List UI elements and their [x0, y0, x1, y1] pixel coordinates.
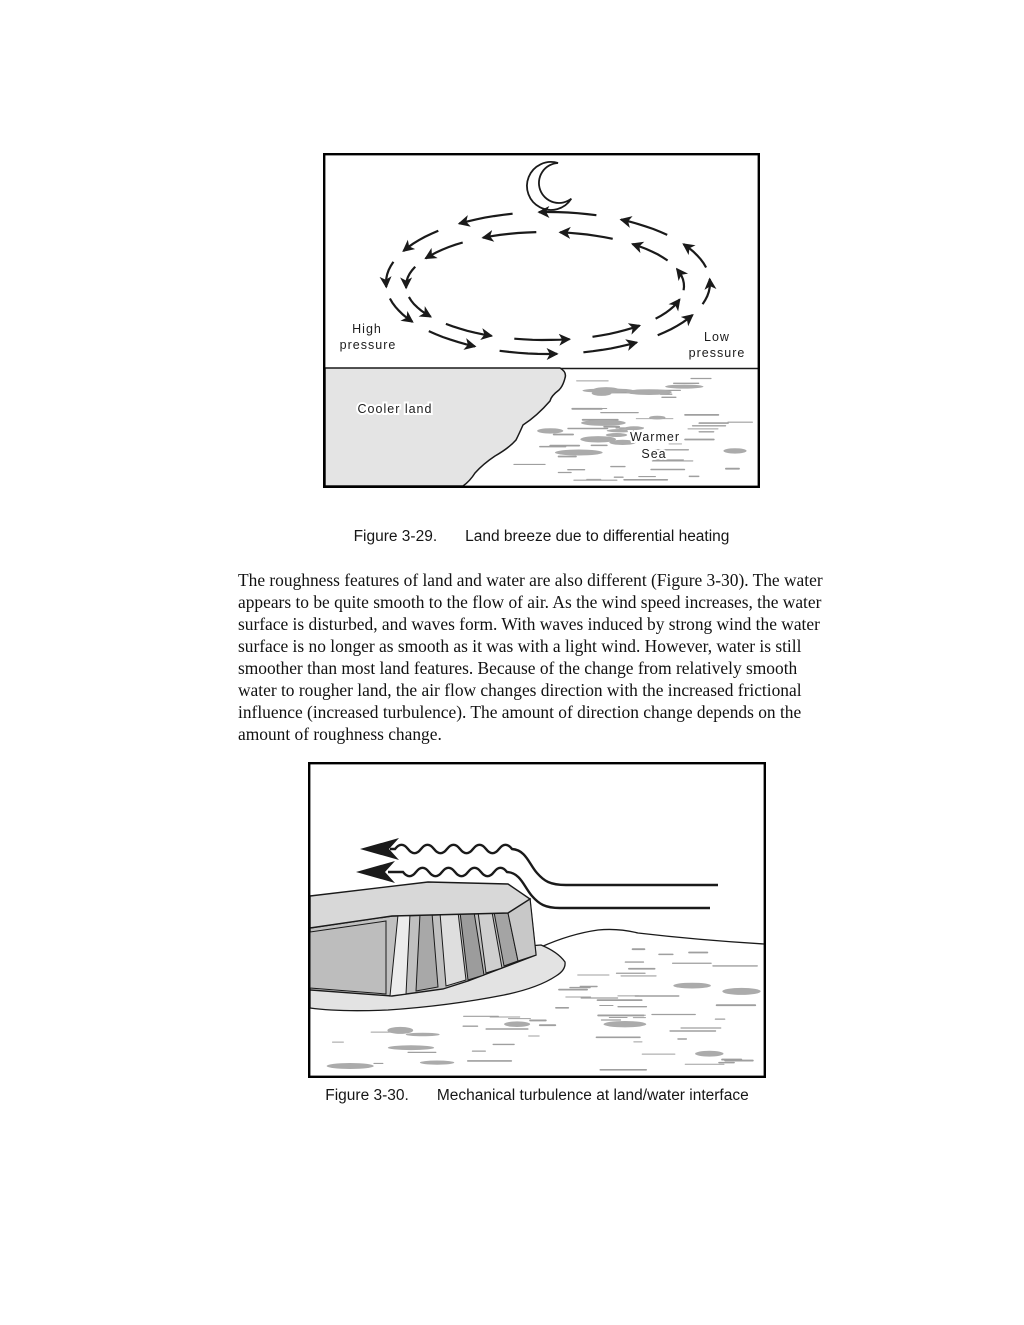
turbulence-svg: [308, 762, 766, 1078]
warmer-sea-label-line2: Sea: [641, 447, 667, 461]
paragraph-line: influence (increased turbulence). The amount of direction change depends on the: [238, 702, 802, 722]
paragraph-line: surface is disturbed, and waves form. With waves induced by strong wind the water: [238, 614, 820, 634]
figure-3-30-diagram: [308, 762, 766, 1078]
paragraph-line: The roughness features of land and water are also different (Figure 3-30). The water: [238, 570, 823, 590]
paragraph-line: surface is no longer as smooth as it was with a light wind. However, water is still: [238, 636, 802, 656]
land-breeze-svg: [323, 153, 760, 488]
figure-3-29-caption-text: Land breeze due to differential heating: [465, 528, 730, 545]
figure-3-29-diagram: [323, 153, 760, 488]
paragraph-line: smoother than most land features. Because of the change from relatively smooth: [238, 658, 798, 678]
low-pressure-label-line1: Low: [704, 330, 730, 344]
paragraph-line: appears to be quite smooth to the flow of air. As the wind speed increases, the water: [238, 592, 822, 612]
high-pressure-label-line1: High: [352, 322, 382, 336]
figure-3-29-caption-label: Figure 3-29.: [353, 528, 438, 545]
cooler-land-label: Cooler land: [357, 402, 433, 416]
high-pressure-label-line2: pressure: [339, 338, 397, 352]
warmer-sea-label-line1: Warmer: [630, 430, 680, 444]
circulation-arrows: [386, 212, 710, 354]
land-shape: [325, 368, 565, 486]
low-pressure-label-line2: pressure: [688, 346, 746, 360]
figure-3-30-caption: [308, 1087, 766, 1105]
figure-3-29-caption: [323, 528, 760, 546]
crescent-moon-icon: [527, 162, 571, 210]
paragraph-line: amount of roughness change.: [238, 724, 442, 744]
paragraph-line: water to rougher land, the air flow changes direction with the increased frictional: [238, 680, 802, 700]
water-surface-line: [541, 929, 764, 947]
figure-3-30-caption-label: Figure 3-30.: [325, 1087, 409, 1104]
figure-3-30-caption-text: Mechanical turbulence at land/water interface: [436, 1087, 749, 1104]
body-paragraph: [238, 569, 886, 745]
